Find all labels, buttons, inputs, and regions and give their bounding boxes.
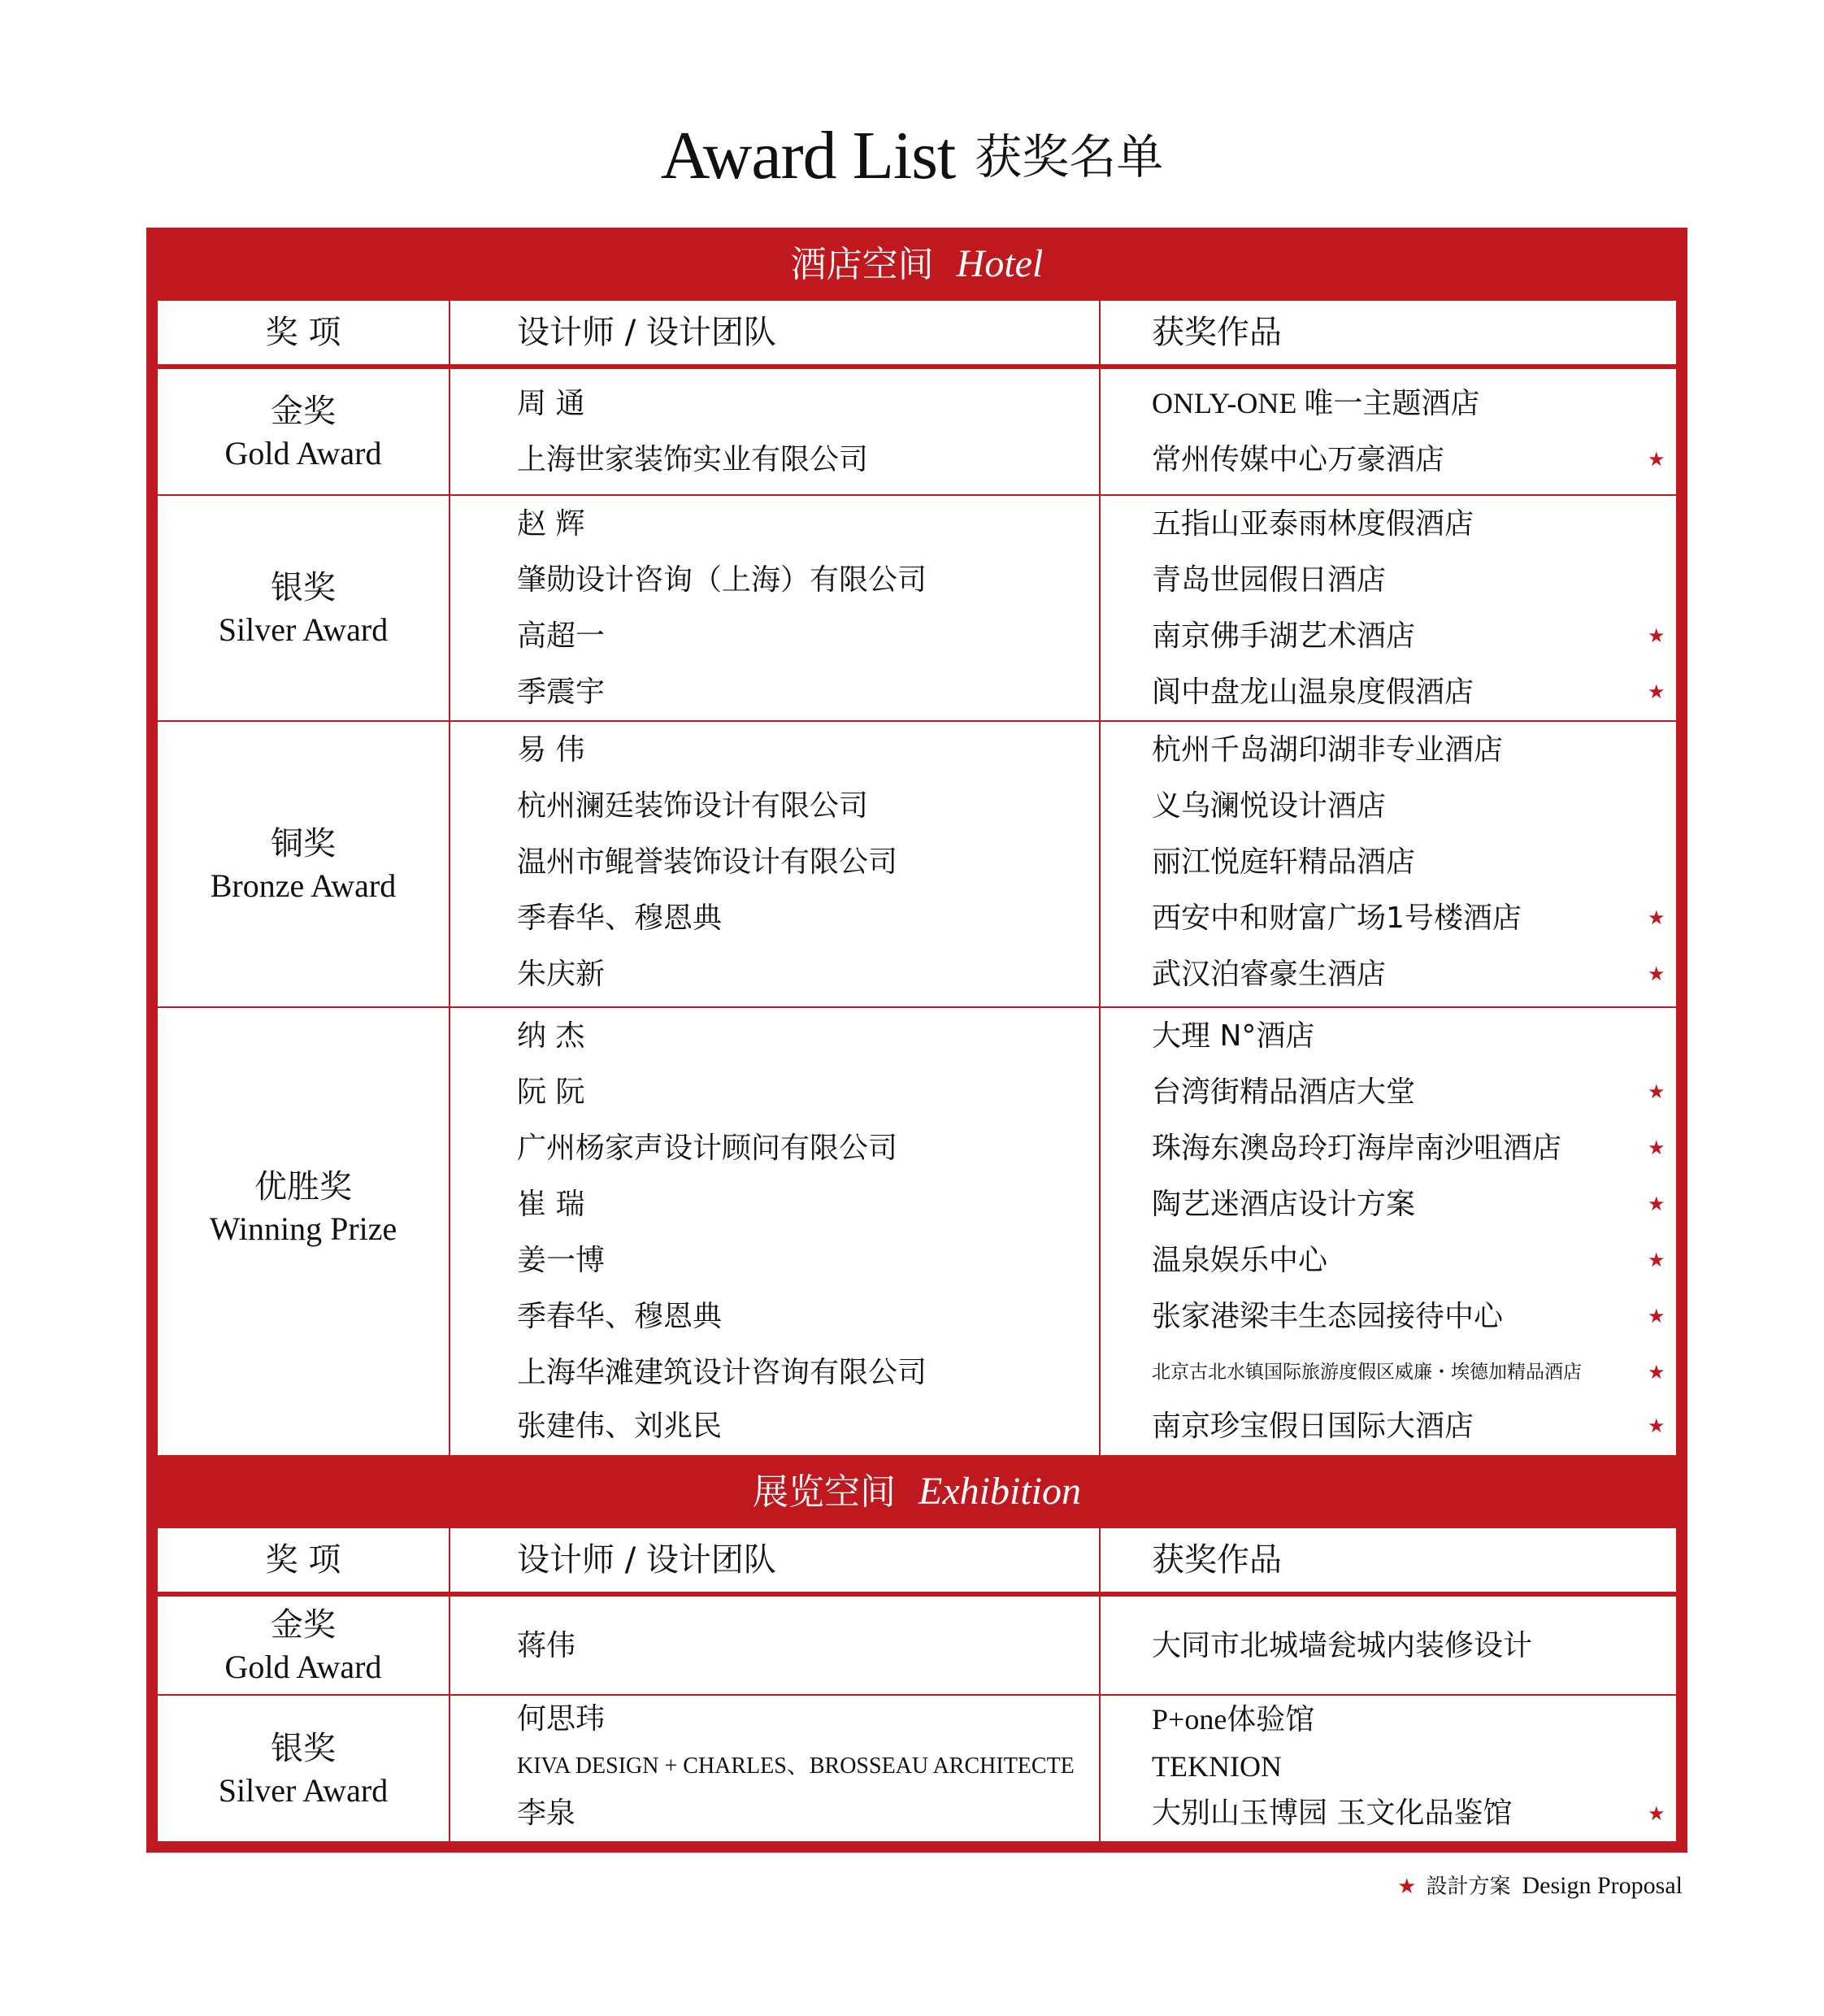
section-title-cn: 展览空间 — [753, 1471, 897, 1513]
star-icon: ★ — [1648, 448, 1665, 471]
table-row — [158, 1064, 1676, 1120]
table-row — [158, 552, 1676, 608]
star-icon: ★ — [1648, 1193, 1665, 1215]
award-group-gold — [158, 369, 1676, 494]
star-icon: ★ — [1648, 624, 1665, 647]
exhibition-table-body — [158, 1528, 1676, 1841]
table-row — [158, 496, 1676, 552]
star-icon: ★ — [1648, 1361, 1665, 1384]
table-row — [158, 1120, 1676, 1176]
star-icon: ★ — [1648, 1249, 1665, 1271]
column-header-designer: 设计师 / 设计团队 — [517, 314, 776, 351]
award-work: 陶艺迷酒店设计方案 — [1152, 1188, 1416, 1221]
designer-name: 蒋伟 — [517, 1629, 576, 1662]
table-row — [158, 432, 1676, 488]
award-name-en: Gold Award — [224, 1649, 382, 1685]
table-row — [158, 946, 1676, 1002]
award-work: 五指山亚泰雨林度假酒店 — [1152, 507, 1474, 541]
award-name-cn: 金奖 — [271, 393, 336, 430]
designer-name: 易 伟 — [517, 733, 585, 767]
award-work: 武汉泊睿豪生酒店 — [1152, 958, 1387, 991]
legend-label-en: Design Proposal — [1522, 1872, 1683, 1899]
section-title-en: Hotel — [956, 242, 1044, 285]
star-icon: ★ — [1648, 906, 1665, 929]
column-header-row — [158, 301, 1676, 364]
table-row — [158, 834, 1676, 890]
star-icon: ★ — [1648, 1414, 1665, 1437]
table-row — [158, 376, 1676, 432]
table-row — [158, 890, 1676, 946]
award-table — [146, 228, 1687, 1853]
section-header-exhibition — [146, 1455, 1687, 1528]
designer-name: 肇勋设计咨询（上海）有限公司 — [517, 563, 927, 597]
award-name-cn: 银奖 — [271, 569, 336, 606]
hotel-table-body — [158, 301, 1676, 1406]
page-title — [0, 114, 1824, 198]
star-icon: ★ — [1648, 1080, 1665, 1103]
page-title-en: Award List — [660, 118, 956, 193]
table-row-last-hotel — [158, 1398, 1676, 1455]
award-work: 大理 N°酒店 — [1152, 1019, 1315, 1053]
award-name-cn: 金奖 — [271, 1606, 336, 1644]
award-work: 杭州千岛湖印湖非专业酒店 — [1152, 733, 1504, 767]
designer-name: 朱庆新 — [517, 958, 606, 991]
star-icon: ★ — [1648, 1802, 1665, 1825]
award-name-en: Winning Prize — [209, 1210, 397, 1247]
star-icon: ★ — [1397, 1875, 1417, 1899]
designer-name: 杭州澜廷装饰设计有限公司 — [517, 789, 869, 823]
award-group-bronze — [158, 722, 1676, 1006]
award-work: 大别山玉博园 玉文化品鉴馆 — [1152, 1797, 1513, 1830]
column-header-row — [158, 1528, 1676, 1592]
designer-name: 姜一博 — [517, 1244, 606, 1277]
award-name-cn: 铜奖 — [271, 825, 336, 862]
designer-name: 张建伟、刘兆民 — [517, 1410, 723, 1443]
designer-name: 周 通 — [517, 387, 585, 420]
column-header-designer: 设计师 / 设计团队 — [517, 1541, 776, 1579]
award-work: 常州传媒中心万豪酒店 — [1152, 443, 1445, 476]
award-work: 大同市北城墙瓮城内装修设计 — [1152, 1629, 1533, 1662]
table-row — [158, 1743, 1676, 1790]
designer-name: 上海世家装饰实业有限公司 — [517, 443, 869, 476]
section-header-hotel — [146, 228, 1687, 301]
award-group-silver — [158, 496, 1676, 720]
award-work: ONLY-ONE 唯一主题酒店 — [1152, 387, 1480, 419]
table-row — [158, 1696, 1676, 1743]
designer-name: KIVA DESIGN + CHARLES、BROSSEAU ARCHITECTE — [517, 1753, 1075, 1779]
designer-name: 李泉 — [517, 1797, 576, 1830]
designer-name: 纳 杰 — [517, 1019, 585, 1053]
legend — [1397, 1870, 1683, 1903]
award-work: 阆中盘龙山温泉度假酒店 — [1152, 676, 1474, 709]
award-group-silver — [158, 1696, 1676, 1841]
award-name-en: Silver Award — [218, 1771, 389, 1809]
award-group-winning — [158, 1008, 1676, 1406]
award-work: 义乌澜悦设计酒店 — [1152, 789, 1387, 823]
award-name-en: Gold Award — [224, 435, 382, 471]
table-row — [158, 1345, 1676, 1401]
table-row — [158, 1288, 1676, 1345]
designer-name: 季震宇 — [517, 676, 606, 709]
designer-name: 高超一 — [517, 619, 606, 653]
designer-name: 广州杨家声设计顾问有限公司 — [517, 1132, 898, 1165]
award-work: 温泉娱乐中心 — [1152, 1244, 1328, 1277]
table-row — [158, 1008, 1676, 1064]
designer-name: 季春华、穆恩典 — [517, 902, 723, 935]
award-work: TEKNION — [1152, 1750, 1282, 1783]
award-name-cn: 优胜奖 — [254, 1168, 352, 1206]
table-row — [158, 778, 1676, 834]
award-work: 北京古北水镇国际旅游度假区威廉・埃德加精品酒店 — [1152, 1362, 1582, 1383]
designer-name: 上海华滩建筑设计咨询有限公司 — [517, 1356, 927, 1389]
legend-label-cn: 設計方案 — [1426, 1875, 1511, 1899]
page-title-cn: 获奖名单 — [975, 129, 1164, 185]
award-work: P+one体验馆 — [1152, 1703, 1315, 1736]
table-row — [158, 1398, 1676, 1454]
star-icon: ★ — [1648, 1305, 1665, 1327]
award-group-gold — [158, 1597, 1676, 1694]
designer-name: 崔 瑞 — [517, 1188, 585, 1221]
section-title-cn: 酒店空间 — [790, 244, 934, 285]
award-name-cn: 银奖 — [271, 1729, 336, 1767]
designer-name: 温州市鲲誉装饰设计有限公司 — [517, 845, 898, 879]
designer-name: 赵 辉 — [517, 507, 585, 541]
table-row — [158, 608, 1676, 664]
column-header-award: 奖 项 — [265, 1541, 341, 1579]
star-icon: ★ — [1648, 680, 1665, 703]
designer-name: 何思玮 — [517, 1702, 606, 1736]
award-work: 南京佛手湖艺术酒店 — [1152, 619, 1416, 653]
award-work: 台湾街精品酒店大堂 — [1152, 1075, 1416, 1109]
star-icon: ★ — [1648, 962, 1665, 985]
table-row — [158, 1176, 1676, 1232]
star-icon: ★ — [1648, 1136, 1665, 1159]
award-work: 丽江悦庭轩精品酒店 — [1152, 845, 1416, 879]
award-work: 珠海东澳岛玲玎海岸南沙咀酒店 — [1152, 1132, 1562, 1165]
award-work: 张家港梁丰生态园接待中心 — [1152, 1300, 1504, 1333]
table-row — [158, 722, 1676, 778]
section-title-en: Exhibition — [919, 1470, 1081, 1513]
column-header-work: 获奖作品 — [1152, 1541, 1282, 1579]
award-work: 西安中和财富广场1号楼酒店 — [1152, 902, 1522, 935]
column-header-award: 奖 项 — [265, 314, 341, 351]
award-name-en: Silver Award — [218, 611, 389, 648]
column-header-work: 获奖作品 — [1152, 314, 1282, 351]
designer-name: 季春华、穆恩典 — [517, 1300, 723, 1333]
table-row — [158, 1232, 1676, 1288]
award-work: 青岛世园假日酒店 — [1152, 563, 1387, 597]
table-row — [158, 1618, 1676, 1674]
table-row — [158, 1790, 1676, 1837]
designer-name: 阮 阮 — [517, 1075, 585, 1109]
award-work: 南京珍宝假日国际大酒店 — [1152, 1410, 1474, 1443]
award-name-en: Bronze Award — [210, 867, 397, 904]
table-row — [158, 664, 1676, 720]
